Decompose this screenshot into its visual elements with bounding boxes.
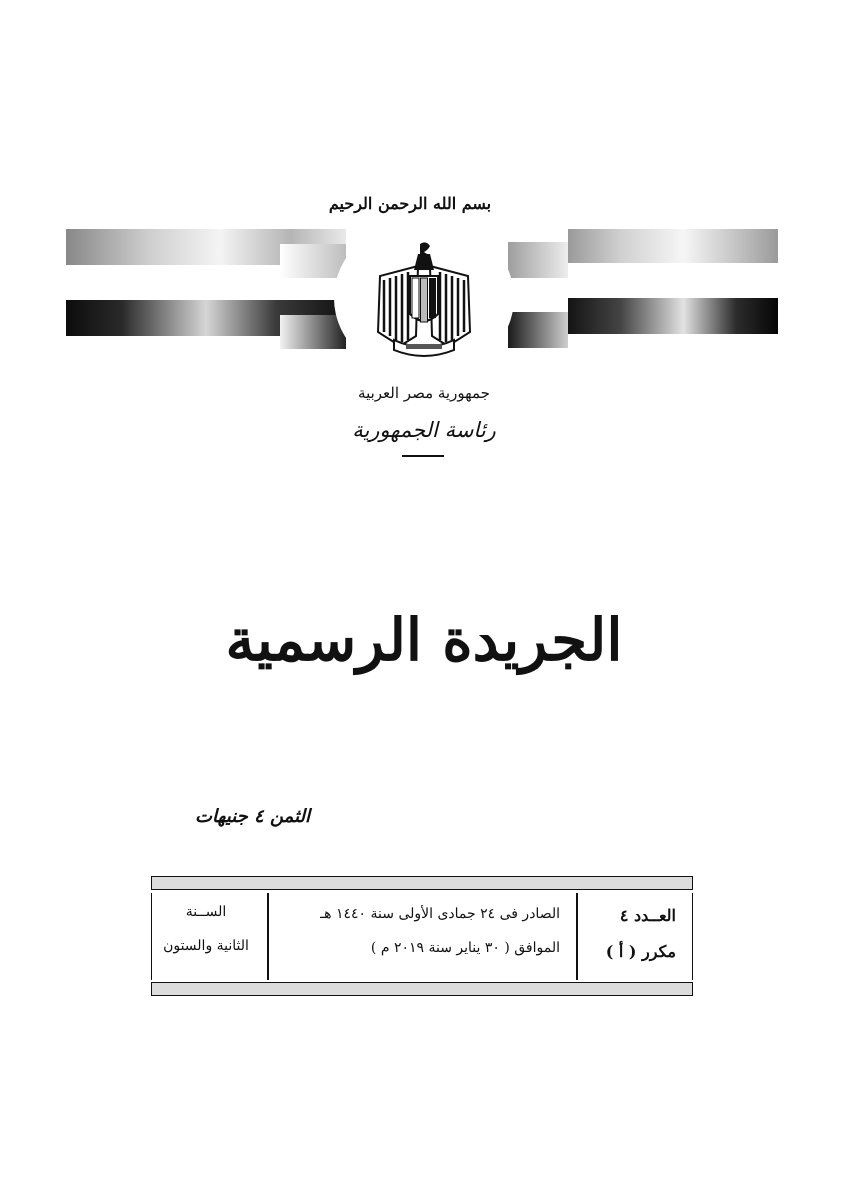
gazette-title: الجريدة الرسمية (225, 606, 623, 674)
table-divider-right (576, 893, 578, 980)
basmala-calligraphy: بسم الله الرحمن الرحيم (328, 194, 492, 213)
flag-band-bottom-left-step (280, 315, 346, 349)
price-label: الثمن ٤ جنيهات (195, 806, 310, 827)
flag-band-bottom-right-step (508, 312, 568, 348)
issued-date-hijri: الصادر فى ٢٤ جمادى الأولى سنة ١٤٤٠ هـ (320, 906, 560, 922)
flag-band-top-left-step (280, 244, 346, 278)
presidency-calligraphy: رئاسة الجمهورية (352, 418, 496, 442)
year-value: الثانية والستون (163, 938, 249, 954)
table-divider-left (267, 893, 269, 980)
flag-band-top-right-step (508, 242, 568, 278)
issue-suffix: مكرر ( أ ) (605, 942, 676, 961)
issued-date-gregorian: الموافق ( ٣٠ يناير سنة ٢٠١٩ م ) (370, 940, 560, 956)
table-bottom-bar (151, 982, 693, 996)
flag-band-top-right (568, 229, 778, 263)
issue-number: العــدد ٤ (619, 906, 676, 925)
divider-rule (402, 455, 444, 457)
eagle-emblem-icon (360, 236, 488, 364)
flag-band-bottom-right (568, 298, 778, 334)
country-name: جمهورية مصر العربية (358, 384, 490, 402)
table-top-bar (151, 876, 693, 890)
year-label: الســنة (185, 904, 227, 920)
